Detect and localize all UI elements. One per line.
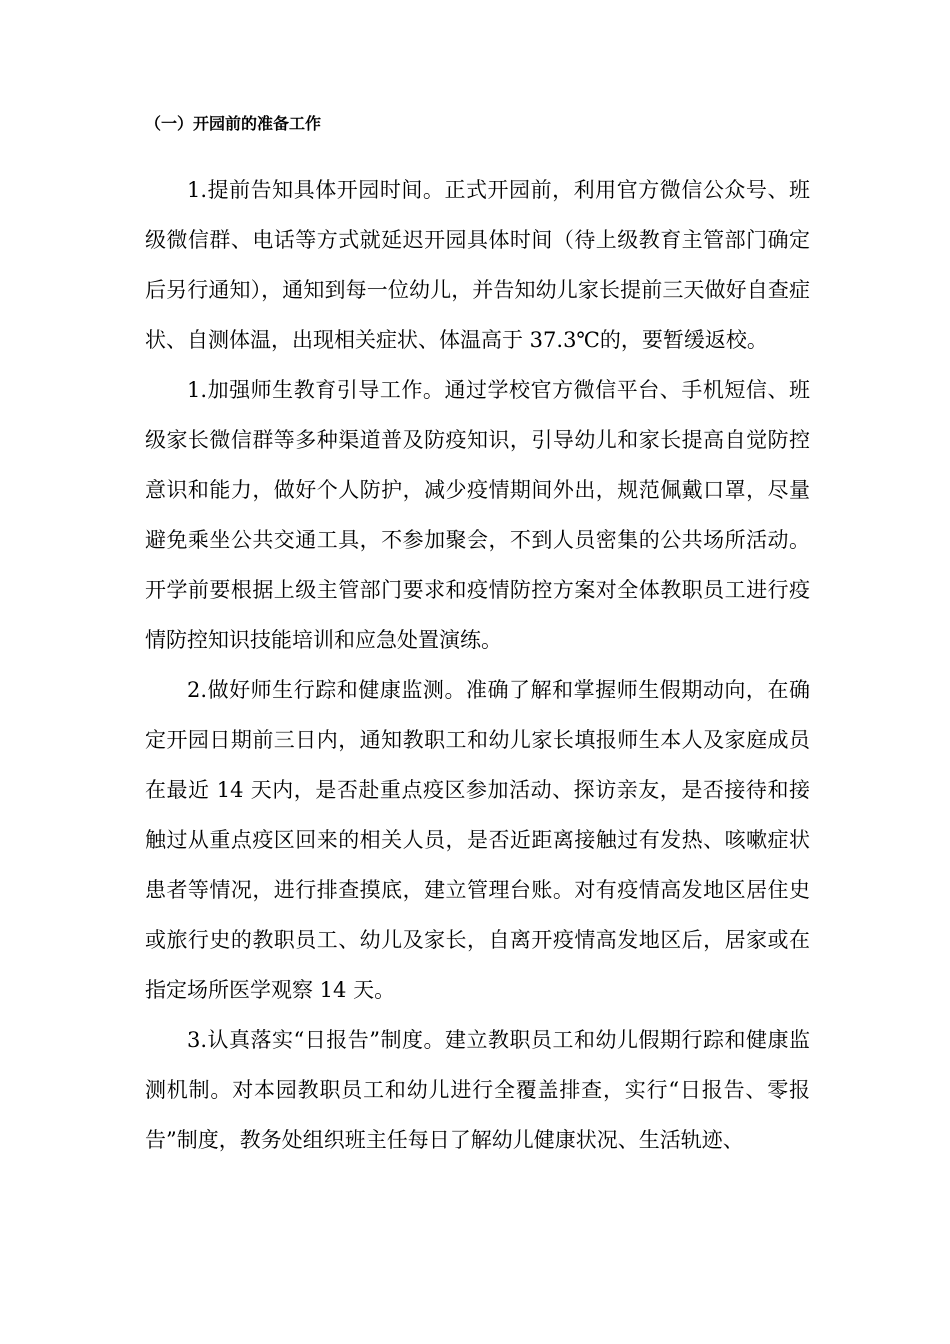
document-body [145, 165, 810, 1165]
paragraph-health-monitoring: 2.做好师生行踪和健康监测。准确了解和掌握师生假期动向，在确定开园日期前三日内，通知教职工和幼儿家长填报师生本人及家庭成员在最近 14 天内，是否赴重点疫区参加活动、探访亲友，是否接待和接触过从重点疫区回来的相关人员，是否近距离接触过有发热、咳嗽症状患者等情况，进行排查摸底，建立管理台账。对有疫情高发地区居住史或旅行史的教职员工、幼儿及家长，自离开疫情高发地区后，居家或在指定场所医学观察 14 天。 [145, 678, 810, 1002]
section-heading: （一）开园前的准备工作 [145, 114, 322, 133]
paragraph-daily-report: 3.认真落实“日报告”制度。建立教职员工和幼儿假期行踪和健康监测机制。对本园教职员工和幼儿进行全覆盖排查，实行“日报告、零报告”制度，教务处组织班主任每日了解幼儿健康状况、生活轨迹、 [145, 1028, 810, 1152]
paragraph-advance-notice: 1.提前告知具体开园时间。正式开园前，利用官方微信公众号、班级微信群、电话等方式就延迟开园具体时间（待上级教育主管部门确定后另行通知），通知到每一位幼儿，并告知幼儿家长提前三天做好自查症状、自测体温，出现相关症状、体温高于 37.3℃的，要暂缓返校。 [145, 178, 810, 352]
paragraph-education-guidance: 1.加强师生教育引导工作。通过学校官方微信平台、手机短信、班级家长微信群等多种渠道普及防疫知识，引导幼儿和家长提高自觉防控意识和能力，做好个人防护，减少疫情期间外出，规范佩戴口罩，尽量避免乘坐公共交通工具，不参加聚会，不到人员密集的公共场所活动。开学前要根据上级主管部门要求和疫情防控方案对全体教职员工进行疫情防控知识技能培训和应急处置演练。 [145, 378, 810, 652]
